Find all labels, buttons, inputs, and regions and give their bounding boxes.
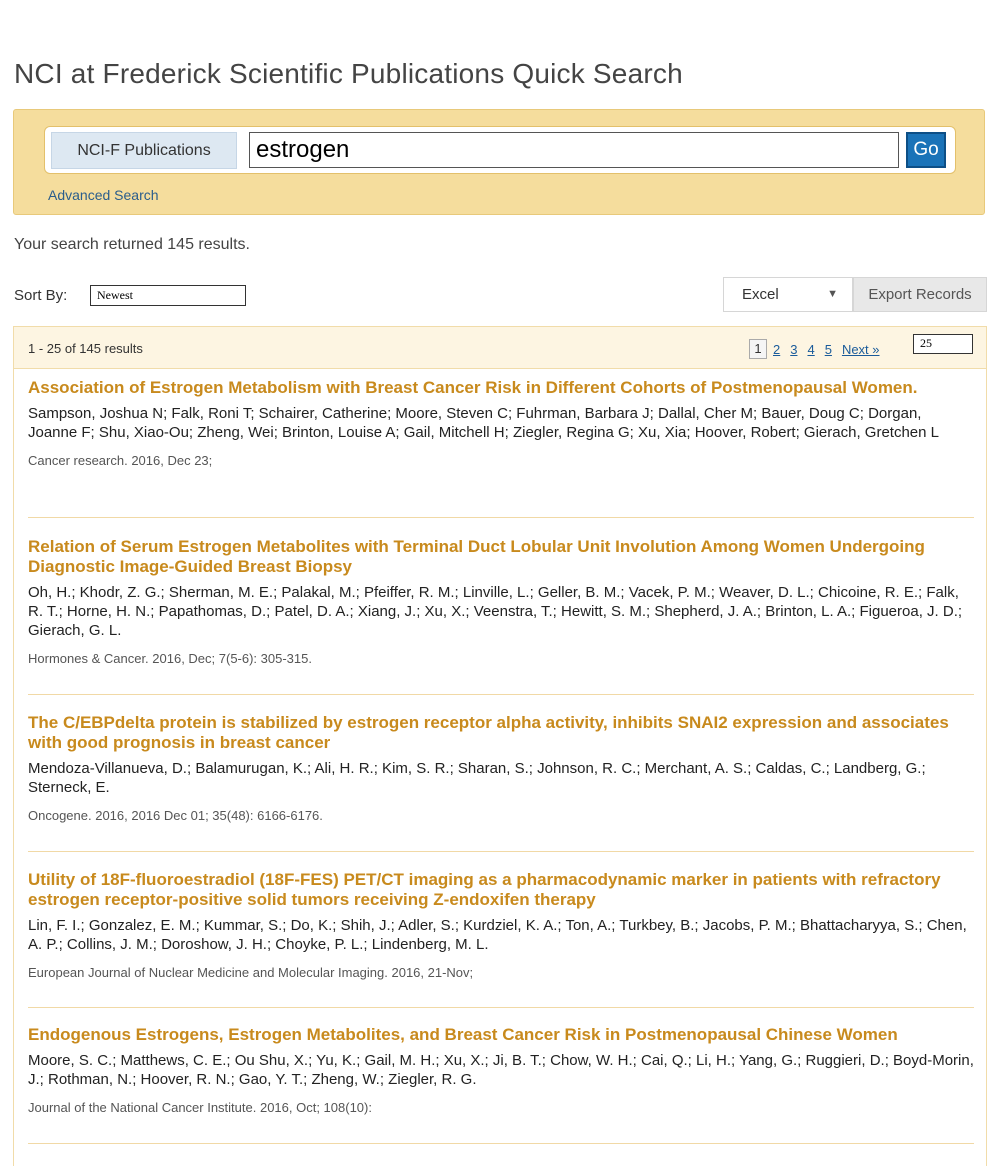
pagination bbox=[749, 339, 890, 359]
sort-select[interactable]: Newest bbox=[90, 285, 246, 306]
result-title-link[interactable]: Utility of 18F-fluoroestradiol (18F-FES) PET/CT imaging as a pharmacodynamic marker in patients with refractory estrogen receptor-positive solid tumors receiving Z-endoxifen therapy bbox=[28, 870, 941, 909]
result-authors: Moore, S. C.; Matthews, C. E.; Ou Shu, X.; Yu, K.; Gail, M. H.; Xu, X.; Ji, B. T.; Chow, W. H.; Cai, Q.; Li, H.; Yang, G.; Ruggieri, D.; Boyd-Morin, J.; Rothman, N.; Hoover, R. N.; Gao, Y. T.; Zheng, W.; Ziegler, R. G. bbox=[28, 1052, 974, 1088]
result-divider bbox=[28, 1007, 974, 1008]
result-source: Hormones & Cancer. 2016, Dec; 7(5-6): 305-315. bbox=[28, 651, 312, 666]
result-title-link[interactable]: Association of Estrogen Metabolism with Breast Cancer Risk in Different Cohorts of Postmenopausal Women. bbox=[28, 378, 918, 397]
results-panel bbox=[13, 326, 987, 1166]
result-item bbox=[28, 870, 974, 980]
result-authors: Sampson, Joshua N; Falk, Roni T; Schairer, Catherine; Moore, Steven C; Fuhrman, Barbara J; Dallal, Cher M; Bauer, Doug C; Dorgan, Joanne F; Shu, Xiao-Ou; Zheng, Wei; Brinton, Louise A; Gail, Mitchell H; Ziegler, Regina G; Xu, Xia; Hoover, Robert; Gierach, Gretchen L bbox=[28, 405, 940, 441]
search-input[interactable] bbox=[249, 132, 899, 168]
page-link[interactable]: 2 bbox=[773, 341, 781, 357]
page-title: NCI at Frederick Scientific Publications Quick Search bbox=[14, 58, 683, 89]
page-link[interactable]: 3 bbox=[790, 341, 798, 357]
page-size-input[interactable]: 25 bbox=[913, 334, 973, 354]
result-item bbox=[28, 537, 974, 666]
next-page-link[interactable]: Next » bbox=[841, 341, 880, 357]
collection-selector-button[interactable]: NCI-F Publications bbox=[51, 132, 237, 169]
result-divider bbox=[28, 851, 974, 852]
search-bar bbox=[44, 126, 956, 174]
export-records-button[interactable]: Export Records bbox=[853, 277, 987, 312]
results-range: 1 - 25 of 145 results bbox=[28, 341, 143, 356]
page-link[interactable]: 5 bbox=[824, 341, 832, 357]
result-source: Oncogene. 2016, 2016 Dec 01; 35(48): 6166-6176. bbox=[28, 808, 323, 823]
result-source: Cancer research. 2016, Dec 23; bbox=[28, 453, 213, 468]
result-authors: Mendoza-Villanueva, D.; Balamurugan, K.; Ali, H. R.; Kim, S. R.; Sharan, S.; Johnson, R. C.; Merchant, A. S.; Caldas, C.; Landberg, G.; Sterneck, E. bbox=[28, 760, 926, 796]
sort-label: Sort By: bbox=[14, 287, 68, 304]
search-panel bbox=[13, 109, 985, 215]
page-current: 1 bbox=[749, 339, 767, 359]
export-format-select[interactable] bbox=[723, 277, 853, 312]
result-divider bbox=[28, 694, 974, 695]
result-divider bbox=[28, 517, 974, 518]
advanced-search-link[interactable]: Advanced Search bbox=[48, 187, 159, 203]
results-header bbox=[14, 327, 986, 369]
result-item bbox=[28, 1025, 974, 1115]
caret-down-icon: ▼ bbox=[827, 288, 838, 300]
result-item bbox=[28, 378, 974, 468]
result-item bbox=[28, 713, 974, 823]
result-source: Journal of the National Cancer Institute. 2016, Oct; 108(10): bbox=[28, 1100, 372, 1115]
result-title-link[interactable]: Endogenous Estrogens, Estrogen Metabolites, and Breast Cancer Risk in Postmenopausal Chinese Women bbox=[28, 1025, 898, 1044]
export-format-value: Excel bbox=[742, 286, 779, 303]
result-authors: Oh, H.; Khodr, Z. G.; Sherman, M. E.; Palakal, M.; Pfeiffer, R. M.; Linville, L.; Geller, B. M.; Vacek, P. M.; Weaver, D. L.; Chicoine, R. E.; Falk, R. T.; Horne, H. N.; Papathomas, D.; Patel, D. A.; Xiang, J.; Xu, X.; Veenstra, T.; Hewitt, S. M.; Shepherd, J. A.; Brinton, L. A.; Figueroa, J. D.; Gierach, G. L. bbox=[28, 584, 963, 639]
result-divider bbox=[28, 1143, 974, 1144]
go-button[interactable]: Go bbox=[906, 132, 946, 168]
result-title-link[interactable]: The C/EBPdelta protein is stabilized by estrogen receptor alpha activity, inhibits SNAI2 expression and associates with good prognosis in breast cancer bbox=[28, 713, 949, 752]
result-count: Your search returned 145 results. bbox=[14, 236, 250, 253]
result-source: European Journal of Nuclear Medicine and Molecular Imaging. 2016, 21-Nov; bbox=[28, 965, 474, 980]
result-authors: Lin, F. I.; Gonzalez, E. M.; Kummar, S.; Do, K.; Shih, J.; Adler, S.; Kurdziel, K. A.; Ton, A.; Turkbey, B.; Jacobs, P. M.; Bhattacharyya, S.; Chen, A. P.; Collins, J. M.; Doroshow, J. H.; Choyke, P. L.; Lindenberg, M. L. bbox=[28, 917, 967, 953]
page-link[interactable]: 4 bbox=[807, 341, 815, 357]
result-title-link[interactable]: Relation of Serum Estrogen Metabolites with Terminal Duct Lobular Unit Involution Among Women Undergoing Diagnostic Image-Guided Breast Biopsy bbox=[28, 537, 925, 576]
